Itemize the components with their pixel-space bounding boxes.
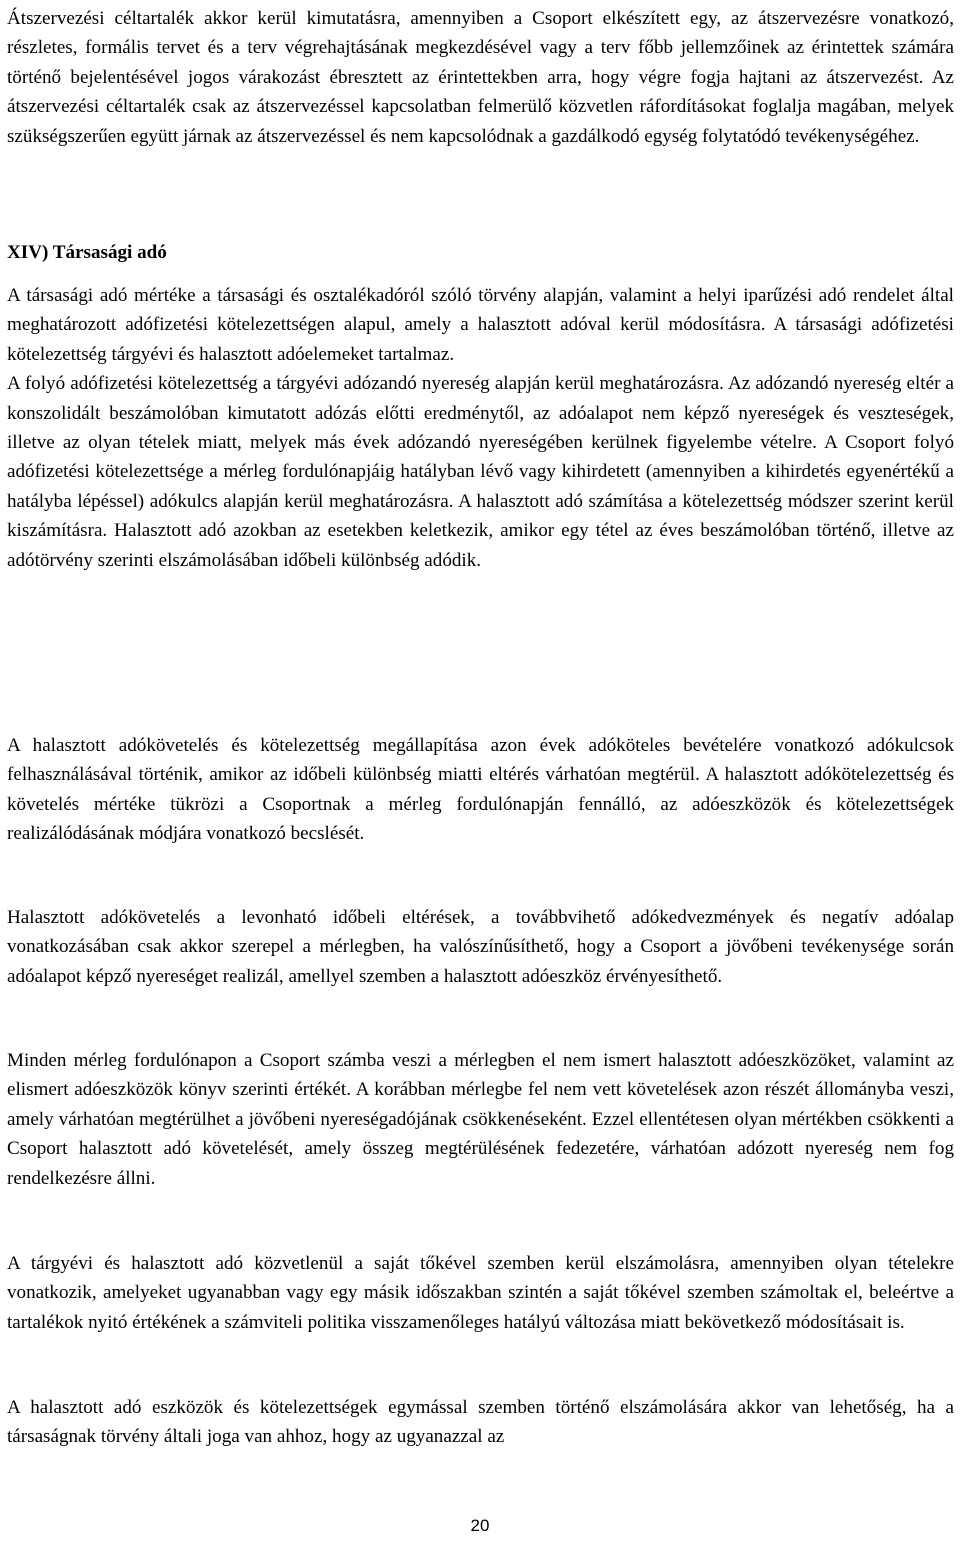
intro-paragraph: Átszervezési céltartalék akkor kerül kimutatásra, amennyiben a Csoport elkészített egy, az átszervezésre vonatkozó, részletes, formális tervet és a terv végrehajtásának megkezdésével vagy a terv főbb jellemzőinek az érintettek számára történő bejelentésével jogos várakozást ébresztett az érintettekben arra, hogy végre fogja hajtani az átszervezést. Az átszervezési céltartalék csak az átszervezéssel kapcsolatban felmerülő közvetlen ráfordításokat foglalja magában, melyek szükségszerűen együtt járnak az átszervezéssel és nem kapcsolódnak a gazdálkodó egység folytatódó tevékenységéhez.	[7, 8, 954, 147]
current-tax-paragraph: A folyó adófizetési kötelezettség a tárgyévi adózandó nyereség alapján kerül meghatározásra. Az adózandó nyereség eltér a konszolidált beszámolóban kimutatott adózás előtti eredménytől, az adóalapot nem képző nyereségek és veszteségek, illetve az olyan tételek miatt, melyek más évek adózandó nyereségében kerülnek figyelembe vételre. A Csoport folyó adófizetési kötelezettsége a mérleg fordulónapjáig hatályban lévő vagy kihirdetett (amennyiben a kihirdetés egyenértékű a hatályba lépéssel) adókulcs alapján kerül meghatározásra. A halasztott adó számítása a kötelezettség módszer szerint kerül kiszámításra. Halasztott adó azokban az esetekben keletkezik, amikor egy tétel az éves beszámolóban történő, illetve az adótörvény szerinti elszámolásában időbeli különbség adódik.	[7, 373, 954, 571]
equity-tax-paragraph: A tárgyévi és halasztott adó közvetlenül a saját tőkével szemben kerül elszámolásra, amennyiben olyan tételekre vonatkozik, amelyeket ugyanabban vagy egy másik időszakban szintén a saját tőkével szemben számoltak el, beleértve a tartalékok nyitó értékének a számviteli politika visszamenőleges hatályú változása miatt bekövetkező módosításait is.	[7, 1253, 954, 1333]
tax-rate-paragraph: A társasági adó mértéke a társasági és osztalékadóról szóló törvény alapján, valamint a helyi iparűzési adó rendelet által meghatározott adófizetési kötelezettségen alapul, amely a halasztott adóval kerül módosításra. A társasági adófizetési kötelezettség tárgyévi és halasztott adóelemeket tartalmaz.	[7, 285, 954, 365]
deferred-tax-paragraph-2: Halasztott adókövetelés a levonható időbeli eltérések, a továbbvihető adókedvezmények és negatív adóalap vonatkozásában csak akkor szerepel a mérlegben, ha valószínűsíthető, hogy a Csoport a jövőbeni tevékenysége során adóalapot képző nyereséget realizál, amellyel szemben a halasztott adóeszköz érvényesíthető.	[7, 907, 954, 987]
deferred-asset-block	[7, 903, 954, 991]
section-heading: XIV) Társasági adó	[7, 242, 167, 263]
deferred-tax-paragraph-3: Minden mérleg fordulónapon a Csoport számba veszi a mérlegben el nem ismert halasztott adóeszközöket, valamint az elismert adóeszközök könyv szerinti értékét. A korábban mérlegbe fel nem vett követelések azon részét állományba veszi, amely várhatóan megtérülhet a jövőbeni nyereségadójának csökkenéseként. Ezzel ellentétesen olyan mértékben csökkenti a Csoport halasztott adó követelését, amely összeg megtérülésének fedezetére, várhatóan adózott nyereség nem fog rendelkezésre állni.	[7, 1050, 954, 1189]
deferred-tax-paragraph-1: A halasztott adókövetelés és kötelezettség megállapítása azon évek adóköteles bevételére vonatkozó adókulcsok felhasználásával történik, amikor az időbeli különbség miatti eltérés várhatóan megtérül. A halasztott adókötelezettség és követelés mértéke tükrözi a Csoportnak a mérleg fordulónapján fennálló, az adóeszközök és kötelezettségek realizálódásának módjára vonatkozó becslését.	[7, 735, 954, 845]
equity-block	[7, 1249, 954, 1337]
deferred-review-block	[7, 1046, 954, 1193]
section-body	[7, 266, 954, 575]
deferred-recognition-block	[7, 731, 954, 849]
document-page	[7, 0, 954, 1448]
offset-block	[7, 1393, 954, 1452]
offset-paragraph: A halasztott adó eszközök és kötelezettségek egymással szemben történő elszámolására akkor van lehetőség, ha a társaságnak törvény általi joga van ahhoz, hogy az ugyanazzal az	[7, 1397, 954, 1448]
page-number: 20	[470, 1516, 490, 1535]
